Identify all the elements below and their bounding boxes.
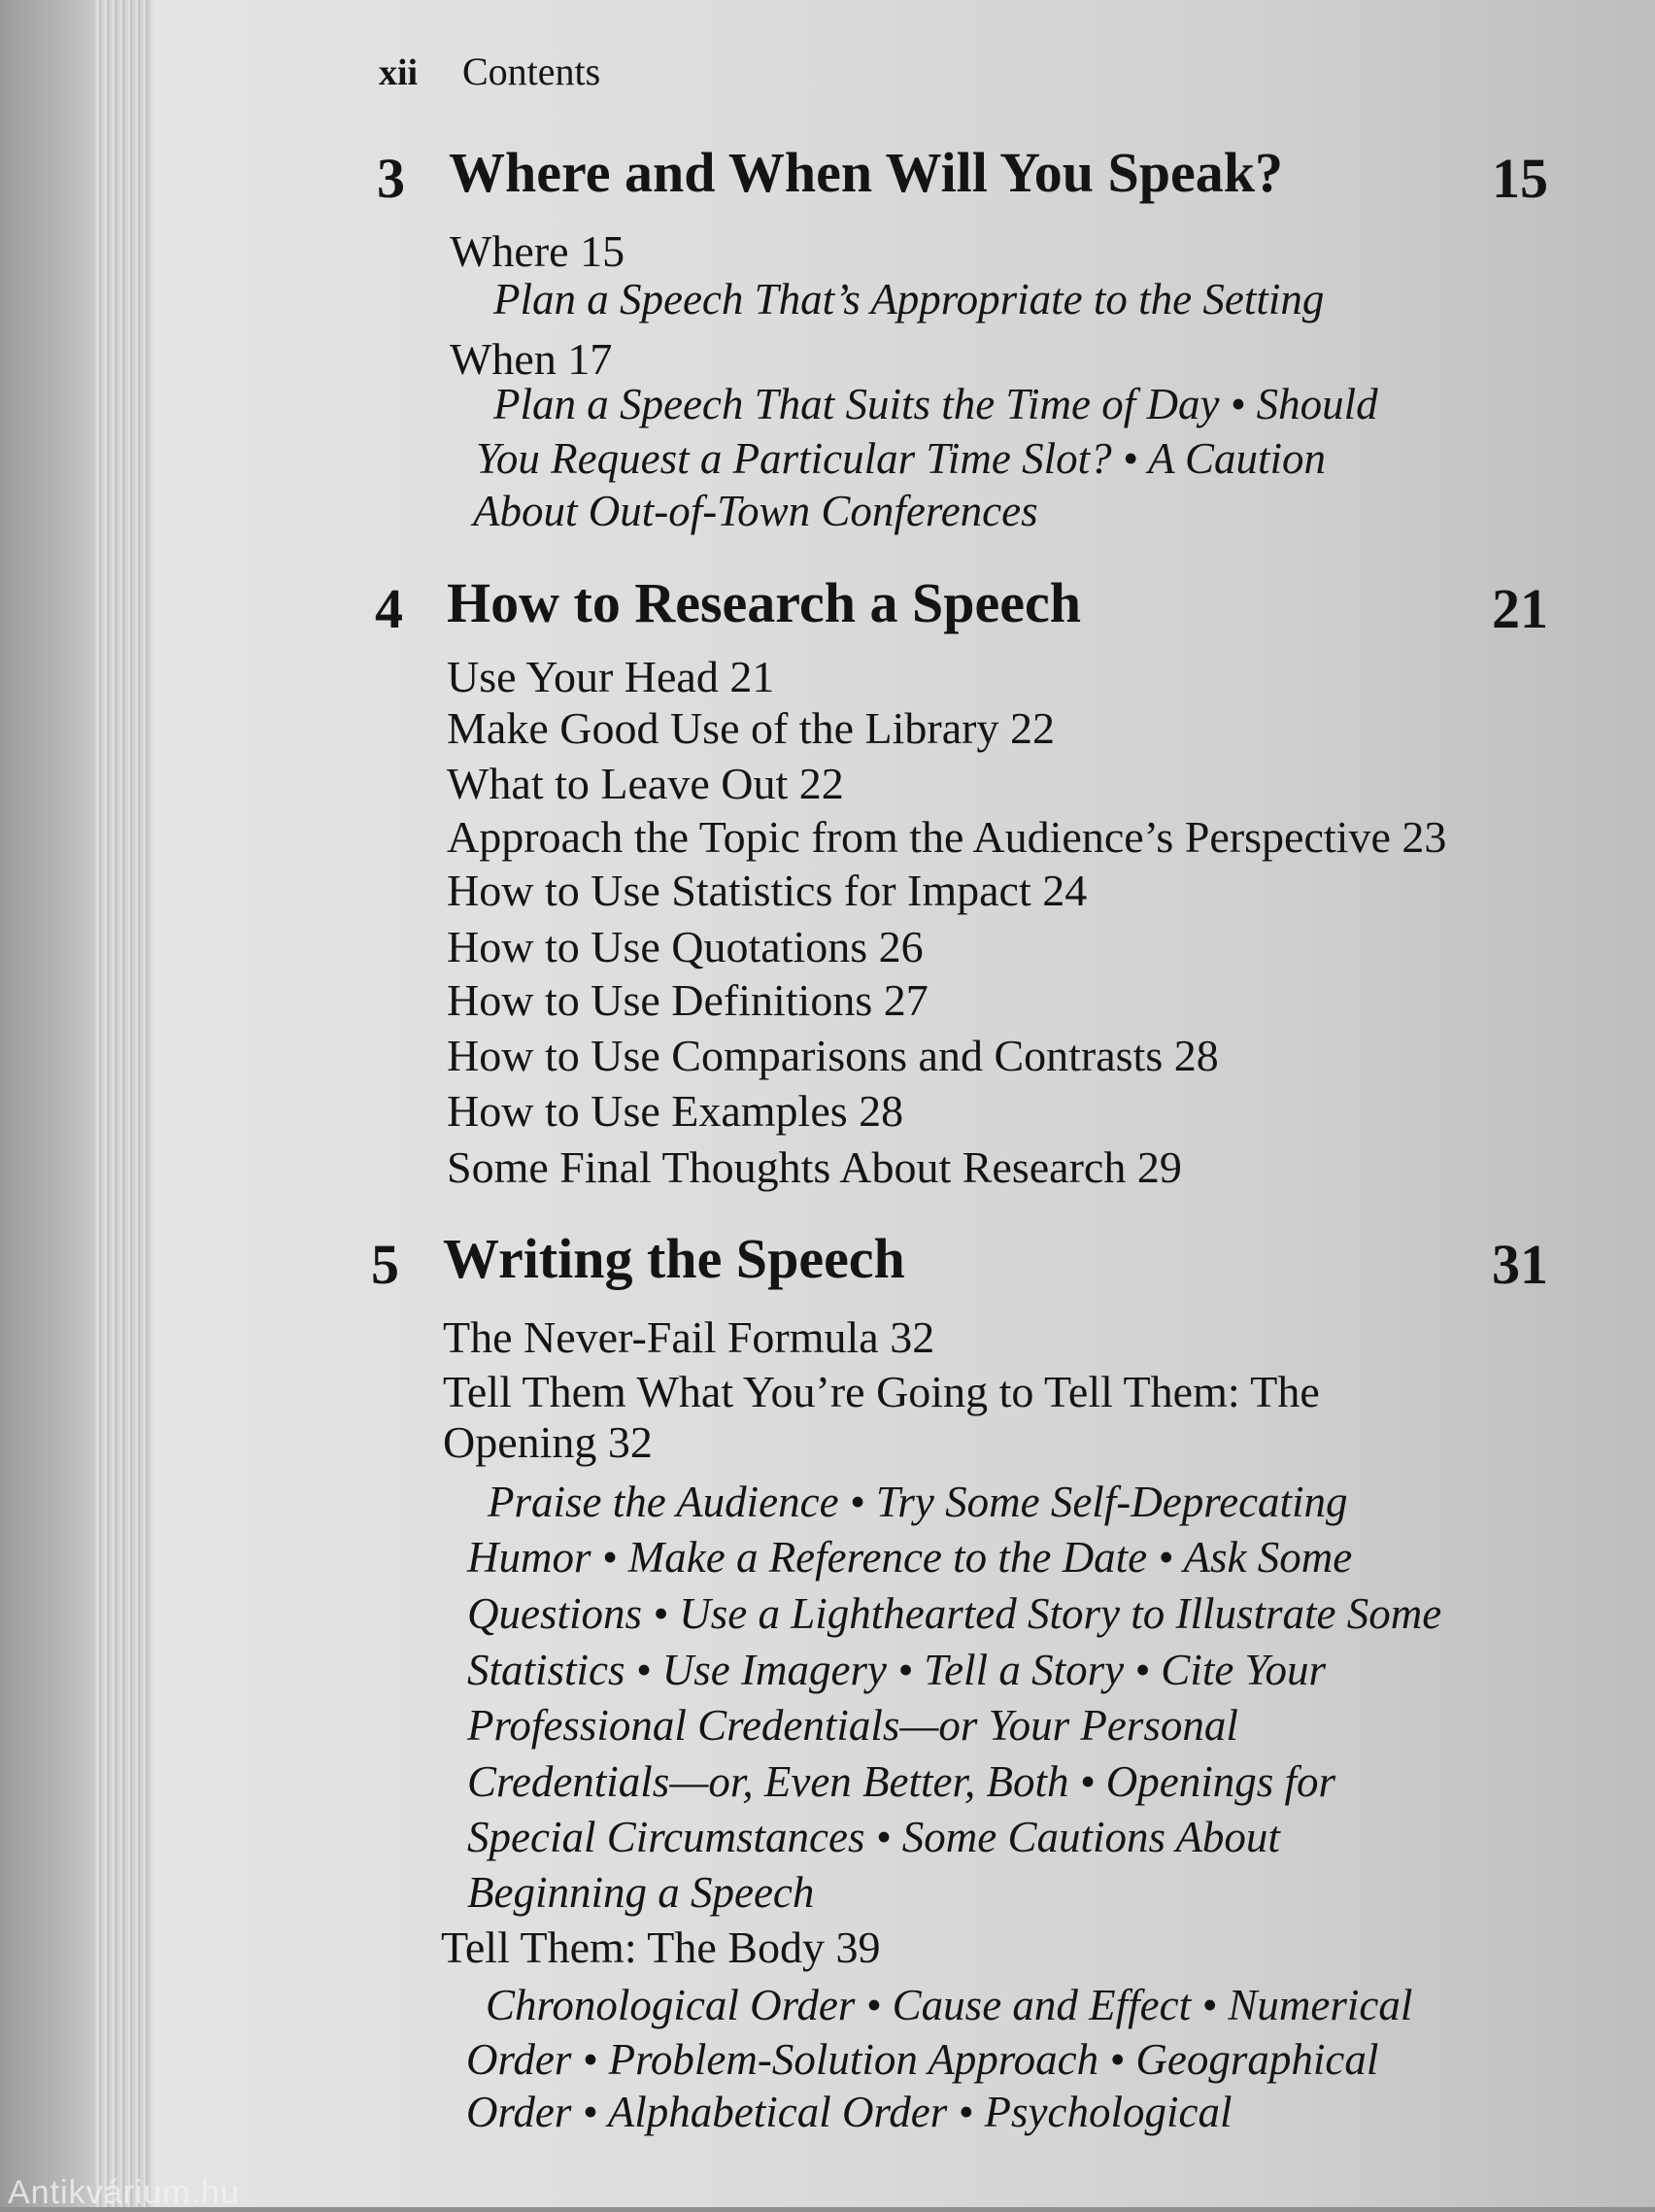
toc-entry: The Never-Fail Formula 32 — [443, 1312, 935, 1362]
toc-subtopics: Beginning a Speech — [467, 1868, 815, 1917]
toc-subtopics: Plan a Speech That Suits the Time of Day • Should — [493, 380, 1378, 428]
chapter-title: How to Research a Speech — [447, 571, 1081, 634]
toc-entry: Approach the Topic from the Audience’s Perspective 23 — [447, 812, 1447, 862]
toc-entry: How to Use Comparisons and Contrasts 28 — [447, 1031, 1219, 1080]
toc-subtopics: Plan a Speech That’s Appropriate to the Setting — [493, 275, 1325, 323]
toc-entry: How to Use Statistics for Impact 24 — [447, 866, 1088, 915]
toc-entry: How to Use Quotations 26 — [447, 922, 924, 971]
toc-entry: Tell Them What You’re Going to Tell Them: The — [443, 1367, 1320, 1416]
toc-subtopics: Order • Problem-Solution Approach • Geographical — [466, 2035, 1379, 2084]
book-page — [153, 0, 1655, 2207]
chapter-page-number: 21 — [1492, 577, 1548, 640]
toc-subtopics: Praise the Audience • Try Some Self-Deprecating — [488, 1478, 1348, 1526]
toc-subtopics: Questions • Use a Lighthearted Story to Illustrate Some — [467, 1589, 1442, 1638]
book-edge — [0, 0, 95, 2207]
toc-entry: Opening 32 — [443, 1417, 653, 1467]
toc-entry: How to Use Definitions 27 — [447, 975, 929, 1025]
chapter-page-number: 31 — [1492, 1233, 1548, 1296]
toc-subtopics: You Request a Particular Time Slot? • A Caution — [476, 434, 1326, 483]
toc-subtopics: Order • Alphabetical Order • Psychological — [466, 2088, 1233, 2136]
watermark-logo: Antikvárium.hu — [8, 2174, 240, 2211]
toc-subtopics: Statistics • Use Imagery • Tell a Story • Cite Your — [467, 1646, 1326, 1694]
page-stack-edge — [95, 0, 153, 2207]
toc-subtopics: Credentials—or, Even Better, Both • Openings for — [467, 1757, 1336, 1806]
chapter-title: Where and When Will You Speak? — [449, 141, 1283, 204]
toc-entry: Make Good Use of the Library 22 — [447, 703, 1055, 753]
chapter-number: 4 — [375, 577, 403, 640]
toc-entry: What to Leave Out 22 — [447, 759, 844, 808]
toc-subtopics: Humor • Make a Reference to the Date • Ask Some — [467, 1533, 1353, 1582]
chapter-page-number: 15 — [1492, 147, 1548, 210]
toc-entry: Where 15 — [450, 226, 625, 276]
toc-entry: When 17 — [450, 334, 613, 384]
toc-entry: Tell Them: The Body 39 — [441, 1923, 881, 1972]
running-head-title: Contents — [462, 50, 601, 93]
chapter-title: Writing the Speech — [443, 1227, 905, 1290]
chapter-number: 5 — [371, 1233, 399, 1296]
toc-subtopics: About Out-of-Town Conferences — [473, 487, 1038, 535]
toc-entry: Use Your Head 21 — [447, 652, 775, 701]
toc-subtopics: Special Circumstances • Some Cautions About — [467, 1813, 1280, 1861]
running-head-page-number: xii — [379, 52, 419, 93]
toc-subtopics: Chronological Order • Cause and Effect • Numerical — [486, 1981, 1413, 2029]
toc-entry: Some Final Thoughts About Research 29 — [447, 1142, 1182, 1192]
toc-entry: How to Use Examples 28 — [447, 1086, 904, 1136]
toc-subtopics: Professional Credentials—or Your Personal — [467, 1701, 1238, 1750]
chapter-number: 3 — [377, 147, 405, 210]
